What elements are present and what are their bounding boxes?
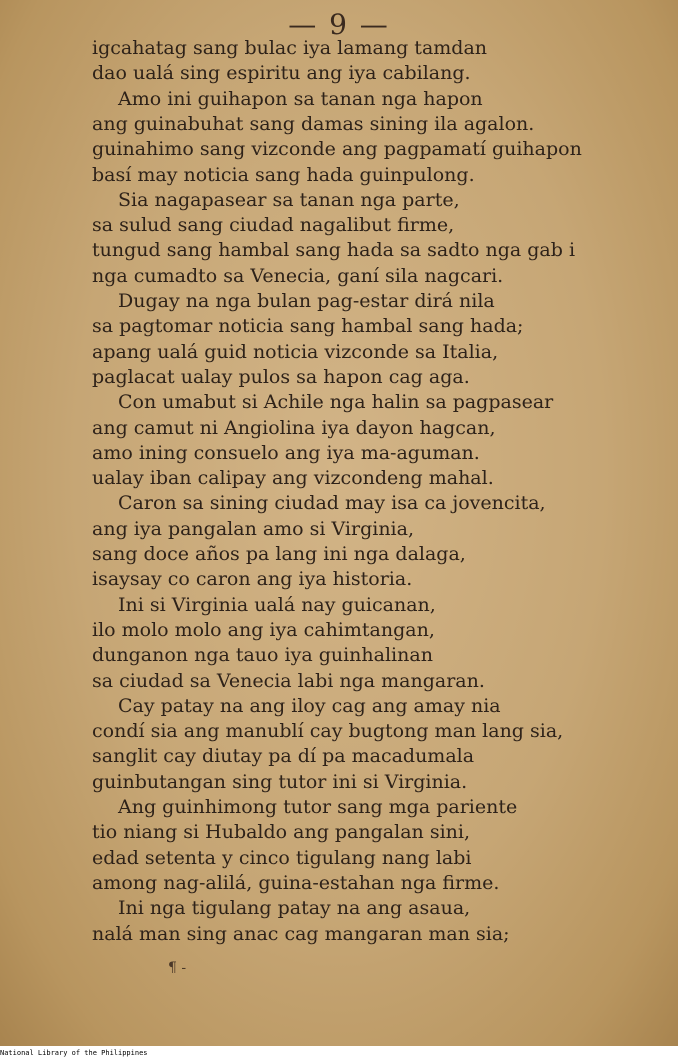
text-line: ilo molo molo ang iya cahimtangan, xyxy=(92,619,435,641)
text-line: edad setenta y cinco tigulang nang labi xyxy=(92,847,472,869)
text-line: sa sulud sang ciudad nagalibut firme, xyxy=(92,214,455,236)
text-line: nalá man sing anac cag mangaran man sia; xyxy=(92,923,510,945)
text-line: dunganon nga tauo iya guinhalinan xyxy=(92,644,433,666)
text-line: paglacat ualay pulos sa hapon cag aga. xyxy=(92,366,470,388)
text-line: ualay iban calipay ang vizcondeng mahal. xyxy=(92,467,494,489)
text-line: Sia nagapasear sa tanan nga parte, xyxy=(118,189,460,211)
text-line: igcahatag sang bulac iya lamang tamdan xyxy=(92,37,488,59)
text-line: sa ciudad sa Venecia labi nga mangaran. xyxy=(92,670,485,692)
text-line: basí may noticia sang hada guinpulong. xyxy=(92,164,475,186)
text-line: ang guinabuhat sang damas sining ila agalon. xyxy=(92,113,535,135)
text-line: condí sia ang manublí cay bugtong man lang sia, xyxy=(92,720,564,742)
bottom-printer-mark: ¶ - xyxy=(168,960,187,976)
text-line: Ini nga tigulang patay na ang asaua, xyxy=(118,897,471,919)
page-number: — 9 — xyxy=(288,8,390,41)
text-line: among nag-alilá, guina-estahan nga firme. xyxy=(92,872,500,894)
text-line: sa pagtomar noticia sang hambal sang hada; xyxy=(92,315,524,337)
text-line: Dugay na nga bulan pag-estar dirá nila xyxy=(118,290,495,312)
text-line: Ang guinhimong tutor sang mga pariente xyxy=(118,796,518,818)
text-line: tungud sang hambal sang hada sa sadto nga gab i xyxy=(92,239,576,261)
text-line: dao ualá sing espiritu ang iya cabilang. xyxy=(92,62,471,84)
text-line: guinbutangan sing tutor ini si Virginia. xyxy=(92,771,468,793)
text-line: isaysay co caron ang iya historia. xyxy=(92,568,413,590)
text-line: Cay patay na ang iloy cag ang amay nia xyxy=(118,695,501,717)
text-line: Amo ini guihapon sa tanan nga hapon xyxy=(118,88,483,110)
text-line: Con umabut si Achile nga halin sa pagpasear xyxy=(118,391,554,413)
text-line: nga cumadto sa Venecia, ganí sila nagcari. xyxy=(92,265,504,287)
text-line: ang camut ni Angiolina iya dayon hagcan, xyxy=(92,417,496,439)
text-line: ang iya pangalan amo si Virginia, xyxy=(92,518,414,540)
text-line: guinahimo sang vizconde ang pagpamatí guihapon xyxy=(92,138,582,160)
text-line: tio niang si Hubaldo ang pangalan sini, xyxy=(92,821,470,843)
text-line: Ini si Virginia ualá nay guicanan, xyxy=(118,594,436,616)
text-line: sanglit cay diutay pa dí pa macadumala xyxy=(92,745,475,767)
text-line: sang doce años pa lang ini nga dalaga, xyxy=(92,543,466,565)
text-line: apang ualá guid noticia vizconde sa Italia, xyxy=(92,341,499,363)
library-footer: National Library of the Philippines xyxy=(0,1049,148,1057)
text-line: amo ining consuelo ang iya ma-aguman. xyxy=(92,442,480,464)
text-line: Caron sa sining ciudad may isa ca jovencita, xyxy=(118,492,546,514)
